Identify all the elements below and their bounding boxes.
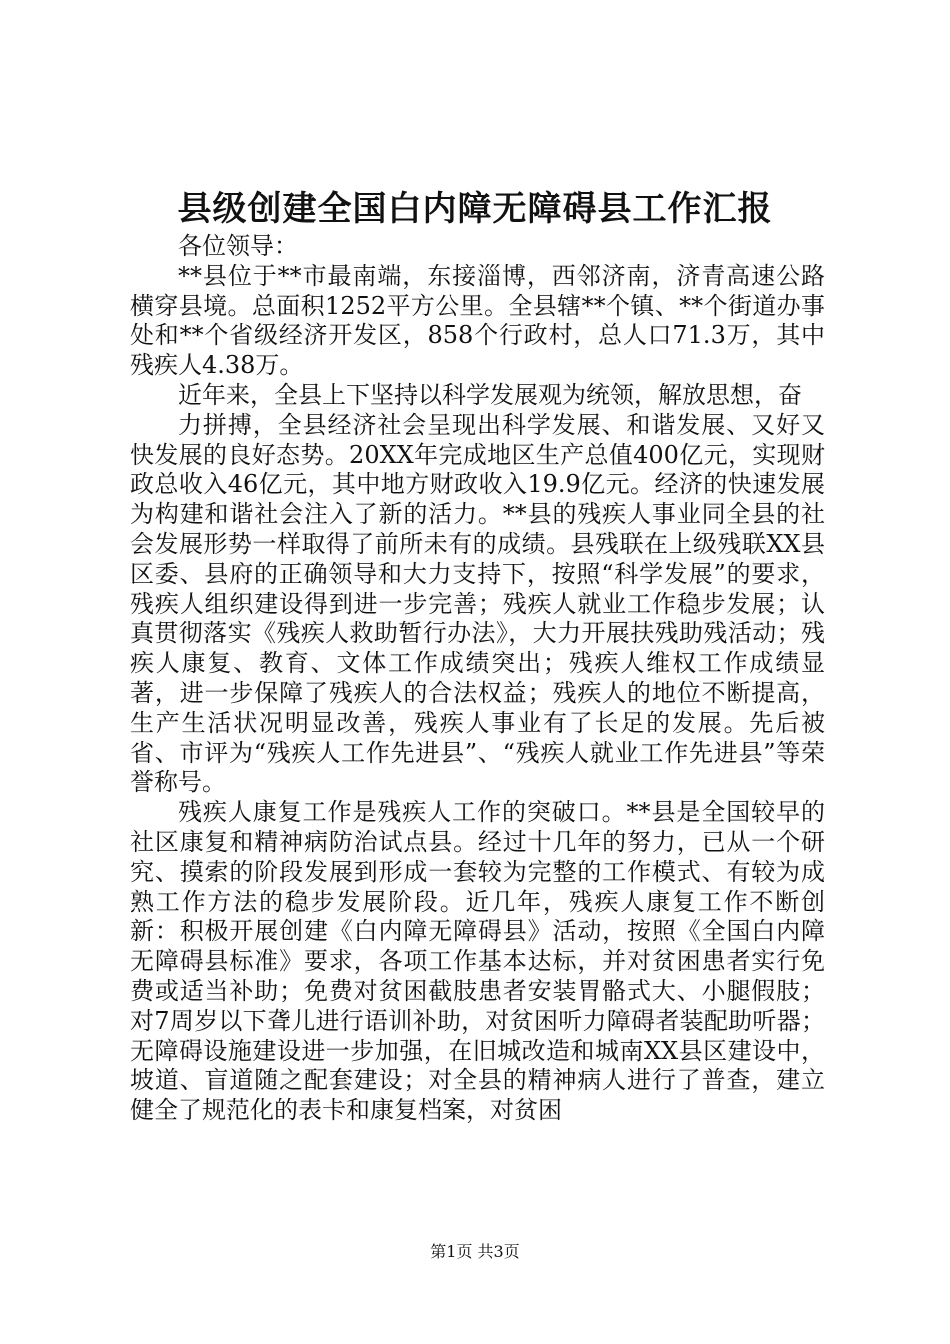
paragraph-rehabilitation: 残疾人康复工作是残疾人工作的突破口。**县是全国较早的社区康复和精神病防治试点县。经过十几年的努力，已从一个研究、摸索的阶段发展到形成一套较为完整的工作模式、有较为成熟工作方法的稳步发展阶段。近几年，残疾人康复工作不断创新：积极开展创建《白内障无障碍县》活动，按照《全国白内障无障碍县标准》要求，各项工作基本达标，并对贫困患者实行免费或适当补助；免费对贫困截肢患者安装胃骼式大、小腿假肢；对7周岁以下聋儿进行语训补助，对贫困听力障碍者装配助听器；无障碍设施建设进一步加强，在旧城改造和城南XX县区建设中，坡道、盲道随之配套建设；对全县的精神病人进行了普查，建立健全了规范化的表卡和康复档案，对贫困 <box>130 798 825 1125</box>
document-title: 县级创建全国白内障无障碍县工作汇报 <box>177 189 773 229</box>
document-body <box>130 232 825 1126</box>
paragraph-salutation: 各位领导： <box>178 232 298 260</box>
paragraph-intro-fragment: 近年来，全县上下坚持以科学发展观为统领，解放思想，奋 <box>178 380 802 409</box>
paragraph-overview: **县位于**市最南端，东接淄博，西邻济南，济青高速公路横穿县境。总面积1252平方公里。全县辖**个镇、**个街道办事处和**个省级经济开发区，858个行政村，总人口71.3万，其中残疾人4.38万。 <box>130 261 825 380</box>
page-footer: 第1页 共3页 <box>430 1242 520 1261</box>
paragraph-achievements: 力拼搏，全县经济社会呈现出科学发展、和谐发展、又好又快发展的良好态势。20XX年完成地区生产总值400亿元，实现财政总收入46亿元，其中地方财政收入19.9亿元。经济的快速发展为构建和谐社会注入了新的活力。**县的残疾人事业同全县的社会发展形势一样取得了前所未有的成绩。县残联在上级残联XX县区委、县府的正确领导和大力支持下，按照“科学发展”的要求，残疾人组织建设得到进一步完善；残疾人就业工作稳步发展；认真贯彻落实《残疾人救助暂行办法》，大力开展扶残助残活动；残疾人康复、教育、文体工作成绩突出；残疾人维权工作成绩显著，进一步保障了残疾人的合法权益；残疾人的地位不断提高，生产生活状况明显改善，残疾人事业有了长足的发展。先后被省、市评为“残疾人工作先进县”、“残疾人就业工作先进县”等荣誉称号。 <box>130 410 825 797</box>
